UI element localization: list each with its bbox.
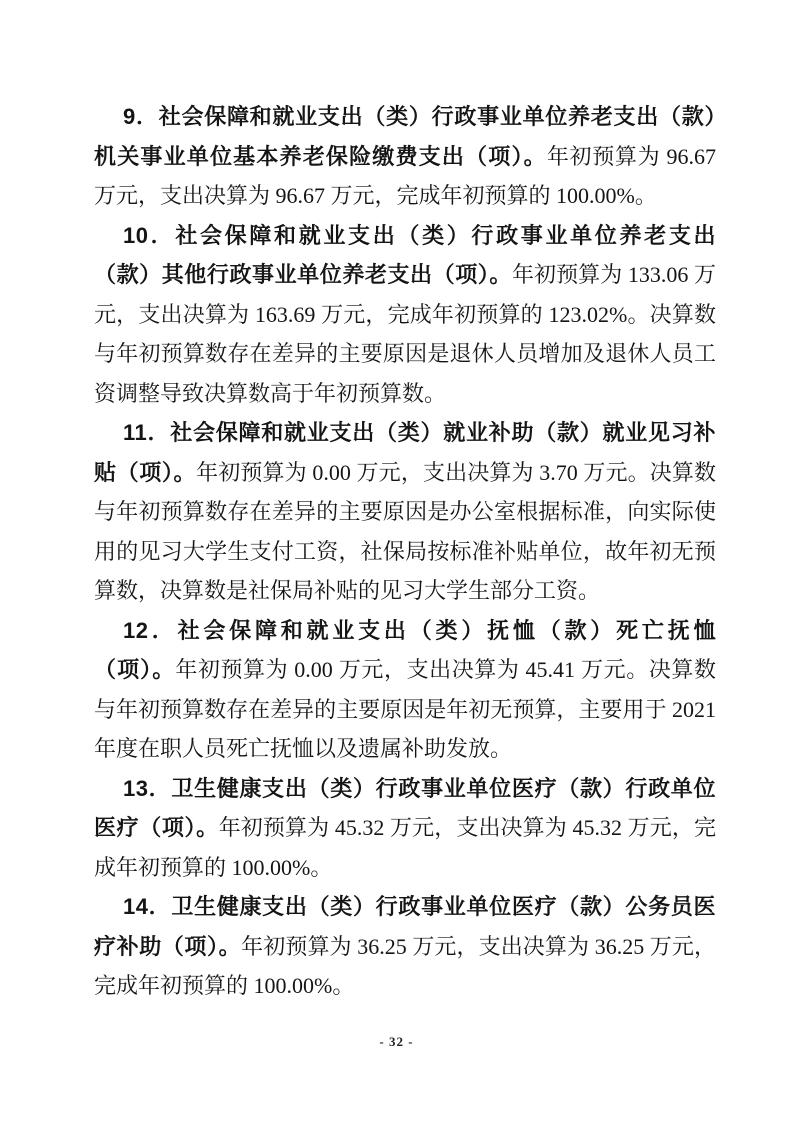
budget-item-paragraph-11 [94,413,716,611]
document-body [94,97,716,1006]
paragraph-9-heading: 9．社会保障和就业支出（类）行政事业单位养老支出（款）机关事业单位基本养老保险缴费支出（项）。 [94,104,716,169]
paragraph-10-heading: 10．社会保障和就业支出（类）行政事业单位养老支出（款）其他行政事业单位养老支出（项）。 [94,222,716,287]
budget-item-paragraph-10 [94,216,716,414]
paragraph-11-text: 年初预算为 0.00 万元，支出决算为 3.70 万元。决算数与年初预算数存在差异的主要原因是办公室根据标准，向实际使用的见习大学生支付工资，社保局按标准补贴单位，故年初无预算数，决算数是社保局补贴的见习大学生部分工资。 [94,459,716,603]
paragraph-13-text: 年初预算为 45.32 万元，支出决算为 45.32 万元，完成年初预算的 100.00%。 [94,815,716,880]
page-number: - 32 - [379,1034,414,1049]
paragraph-14-text: 年初预算为 36.25 万元，支出决算为 36.25 万元，完成年初预算的 100.00%。 [94,933,716,998]
paragraph-10-text: 年初预算为 133.06 万元，支出决算为 163.69 万元，完成年初预算的 123.02%。决算数与年初预算数存在差异的主要原因是退休人员增加及退休人员工资调整导致决算数高于年初预算数。 [94,262,716,406]
paragraph-14-heading: 14．卫生健康支出（类）行政事业单位医疗（款）公务员医疗补助（项）。 [94,894,716,959]
paragraph-12-text: 年初预算为 0.00 万元，支出决算为 45.41 万元。决算数与年初预算数存在差异的主要原因是年初无预算，主要用于 2021 年度在职人员死亡抚恤以及遗属补助发放。 [94,657,716,761]
budget-item-paragraph-13 [94,769,716,888]
paragraph-13-heading: 13．卫生健康支出（类）行政事业单位医疗（款）行政单位医疗（项）。 [94,775,716,840]
budget-item-paragraph-14 [94,887,716,1006]
paragraph-9-text: 年初预算为 96.67 万元，支出决算为 96.67 万元，完成年初预算的 100.00%。 [94,143,716,208]
paragraph-12-heading: 12．社会保障和就业支出（类）抚恤（款）死亡抚恤（项）。 [94,617,716,682]
budget-item-paragraph-9 [94,97,716,216]
budget-item-paragraph-12 [94,611,716,769]
paragraph-11-heading: 11．社会保障和就业支出（类）就业补助（款）就业见习补贴（项）。 [94,420,716,485]
